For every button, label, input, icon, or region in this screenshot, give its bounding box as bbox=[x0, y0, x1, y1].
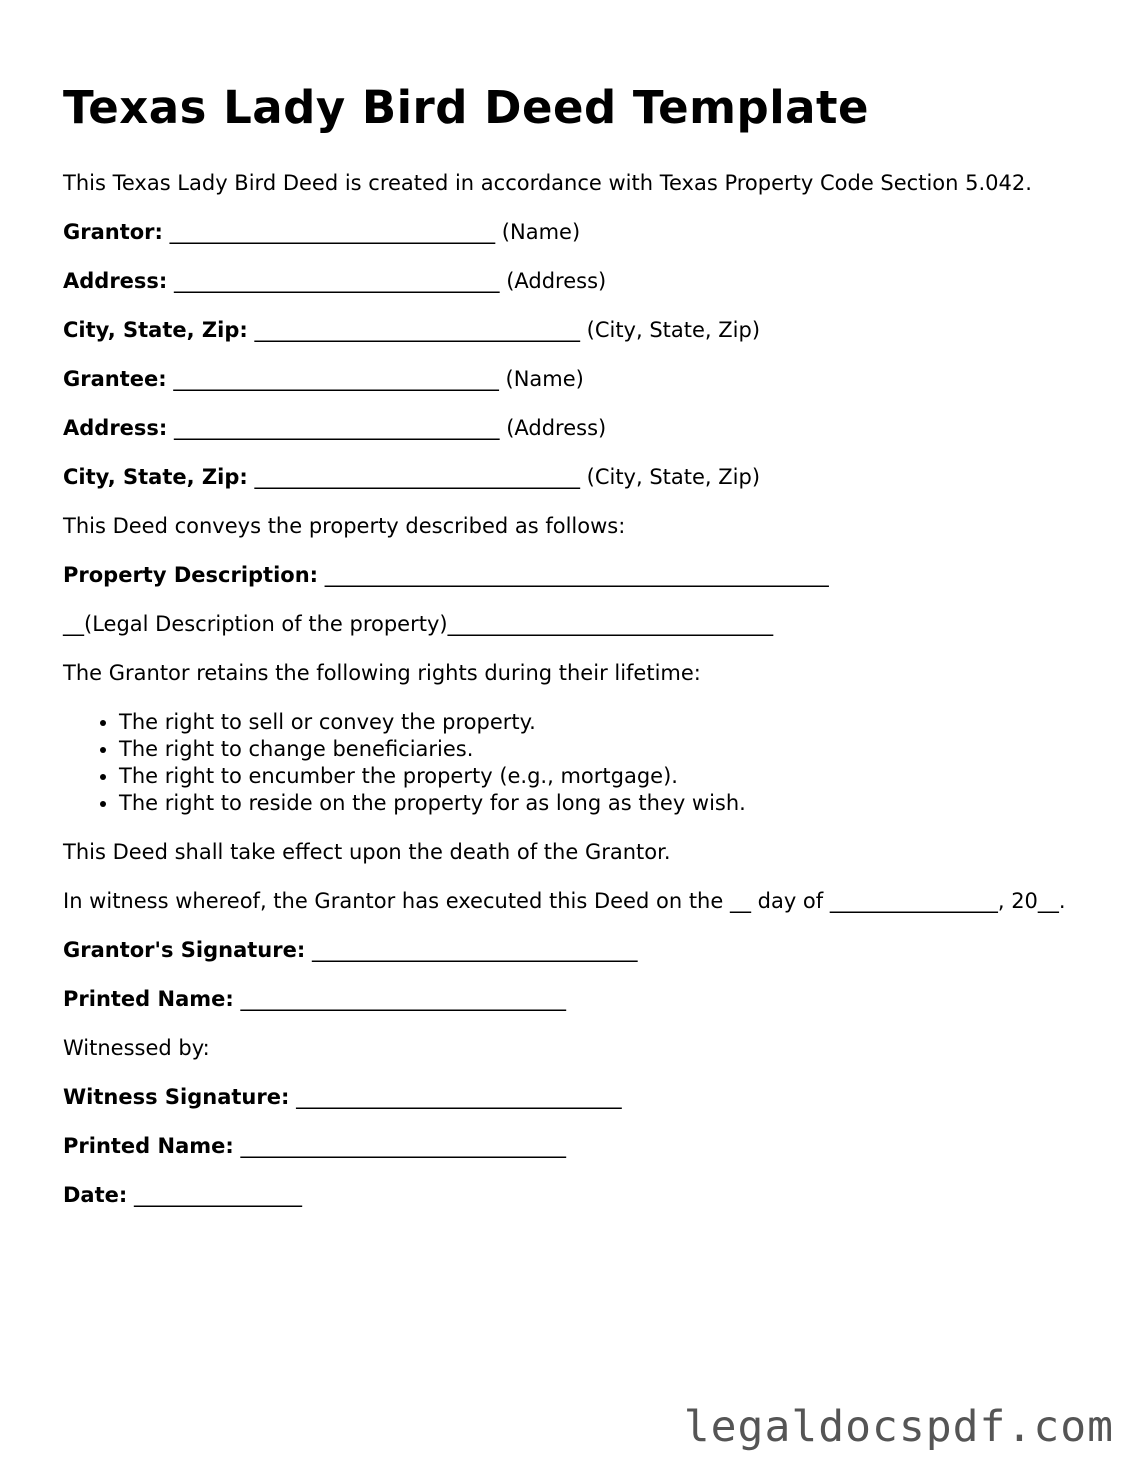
grantor-signature-field bbox=[63, 937, 1083, 964]
grantee-address-line: _______________________________ (Address) bbox=[174, 416, 607, 440]
rights-list bbox=[63, 709, 1083, 817]
grantor-signature-line: _______________________________ bbox=[311, 938, 638, 962]
witness-printed-name-line: _______________________________ bbox=[240, 1134, 566, 1158]
list-item: • The right to encumber the property (e.g., mortgage). bbox=[119, 763, 1083, 790]
grantee-city-label: City, State, Zip: bbox=[63, 465, 248, 489]
witnessed-by-text: Witnessed by: bbox=[63, 1036, 210, 1060]
date-label: Date: bbox=[63, 1183, 128, 1207]
witness-paragraph: In witness whereof, the Grantor has executed this Deed on the __ day of ________________, 20__. bbox=[63, 889, 1066, 913]
grantee-city-field bbox=[63, 464, 1083, 491]
grantor-address-label: Address: bbox=[63, 269, 168, 293]
grantee-name-label: Grantee: bbox=[63, 367, 167, 391]
grantor-name-label: Grantor: bbox=[63, 220, 163, 244]
date-line: ________________ bbox=[133, 1183, 302, 1207]
date-field bbox=[63, 1182, 1083, 1209]
intro-paragraph: This Texas Lady Bird Deed is created in accordance with Texas Property Code Section 5.042. bbox=[63, 171, 1032, 195]
grantor-printed-name-label: Printed Name: bbox=[63, 987, 234, 1011]
witness-printed-name-label: Printed Name: bbox=[63, 1134, 234, 1158]
grantee-address-label: Address: bbox=[63, 416, 168, 440]
grantor-address-field bbox=[63, 268, 1083, 295]
witness-printed-name-field bbox=[63, 1133, 1083, 1160]
legal-description-line: __(Legal Description of the property)_______________________________ bbox=[63, 612, 774, 636]
document-title: Texas Lady Bird Deed Template bbox=[63, 81, 870, 134]
conveys-paragraph: This Deed conveys the property described as follows: bbox=[63, 514, 626, 538]
grantee-name-line: _______________________________ (Name) bbox=[173, 367, 584, 391]
grantor-signature-label: Grantor's Signature: bbox=[63, 938, 306, 962]
grantor-printed-name-line: _______________________________ bbox=[240, 987, 566, 1011]
grantee-address-field bbox=[63, 415, 1083, 442]
document-page bbox=[63, 80, 1083, 1231]
grantor-printed-name-field bbox=[63, 986, 1083, 1013]
rights-intro: The Grantor retains the following rights during their lifetime: bbox=[63, 661, 701, 685]
watermark: legaldocspdf.com bbox=[683, 1402, 1114, 1452]
list-item: • The right to sell or convey the property. bbox=[119, 709, 1083, 736]
grantee-name-field bbox=[63, 366, 1083, 393]
grantor-city-field bbox=[63, 317, 1083, 344]
grantor-address-line: _______________________________ (Address) bbox=[174, 269, 607, 293]
list-item: • The right to change beneficiaries. bbox=[119, 736, 1083, 763]
grantee-city-line: _______________________________ (City, State, Zip) bbox=[254, 465, 761, 489]
grantor-city-line: _______________________________ (City, State, Zip) bbox=[254, 318, 761, 342]
effect-paragraph: This Deed shall take effect upon the death of the Grantor. bbox=[63, 840, 671, 864]
grantor-name-line: _______________________________ (Name) bbox=[169, 220, 581, 244]
witness-signature-field bbox=[63, 1084, 1083, 1111]
property-description-line: ________________________________________________ bbox=[324, 563, 829, 587]
witness-signature-label: Witness Signature: bbox=[63, 1085, 290, 1109]
grantor-city-label: City, State, Zip: bbox=[63, 318, 248, 342]
list-item: • The right to reside on the property for as long as they wish. bbox=[119, 790, 1083, 817]
property-description-field bbox=[63, 562, 1083, 589]
grantor-name-field bbox=[63, 219, 1083, 246]
witness-signature-line: _______________________________ bbox=[296, 1085, 622, 1109]
property-description-label: Property Description: bbox=[63, 563, 319, 587]
